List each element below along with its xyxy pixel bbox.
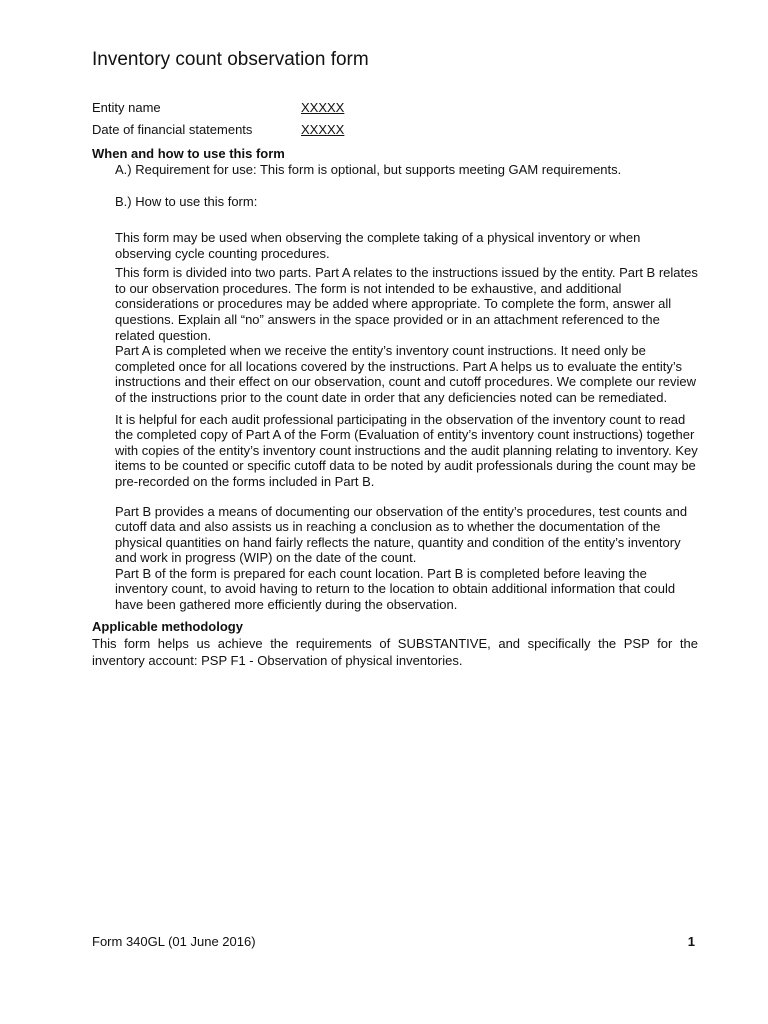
- header-fields: [92, 99, 698, 143]
- paragraph: Part B of the form is prepared for each count location. Part B is completed before leaving the inventory count, to avoid having to return to the location to obtain additional information that could have been gathered more efficiently during the observation.: [115, 565, 676, 613]
- field-value: XXXXX: [301, 122, 345, 137]
- field-value: XXXXX: [301, 100, 345, 115]
- field-label: Date of financial statements: [92, 122, 253, 137]
- document-page: [92, 0, 698, 1024]
- page-number: 1: [687, 934, 695, 949]
- section-heading: When and how to use this form: [92, 146, 285, 161]
- form-id: Form 340GL (01 June 2016): [92, 934, 256, 949]
- paragraph: It is helpful for each audit professional participating in the observation of the inventory count to read the completed copy of Part A of the Form (Evaluation of entity’s inventory count instructions) together with copies of the entity’s inventory count instructions and the audit planning relating to inventory. Key items to be counted or specific cutoff data to be noted by audit professionals during the count may be pre-recorded on the forms included in Part B.: [115, 411, 698, 489]
- item-b: B.) How to use this form:: [115, 194, 258, 209]
- field-label: Entity name: [92, 100, 161, 115]
- document-title: Inventory count observation form: [92, 49, 369, 70]
- item-a: A.) Requirement for use: This form is optional, but supports meeting GAM requirements.: [115, 162, 622, 177]
- field-fs-date: [92, 121, 698, 143]
- paragraph: Part B provides a means of documenting our observation of the entity’s procedures, test counts and cutoff data and also assists us in reaching a conclusion as to whether the documentation of the physical quantities on hand fairly reflects the nature, quantity and condition of the entity’s inventory and work in progress (WIP) on the date of the count.: [115, 503, 688, 566]
- section-when-how: [92, 146, 698, 669]
- paragraph: This form may be used when observing the complete taking of a physical inventory or when observing cycle counting procedures.: [115, 230, 641, 261]
- field-entity-name: [92, 99, 698, 121]
- paragraph: This form is divided into two parts. Part A relates to the instructions issued by the entity. Part B relates to our observation procedures. The form is not intended to be exhaustive, and additional considerations or procedures may be added where appropriate. To complete the form, answer all questions. Explain all “no” answers in the space provided or in an attachment referenced to the related question.: [115, 265, 698, 343]
- paragraph: Part A is completed when we receive the entity’s inventory count instructions. It need only be completed once for all locations covered by the instructions. Part A helps us to evaluate the entity’s instructions and their effect on our observation, count and cutoff procedures. We complete our review of the instructions prior to the count date in order that any deficiencies noted can be remediated.: [115, 343, 696, 405]
- methodology-text: This form helps us achieve the requirements of SUBSTANTIVE, and specifically the PSP for the inventory account: PSP F1 - Observation of physical inventories.: [92, 635, 698, 668]
- section-heading: Applicable methodology: [92, 618, 243, 634]
- section-methodology: [92, 619, 698, 669]
